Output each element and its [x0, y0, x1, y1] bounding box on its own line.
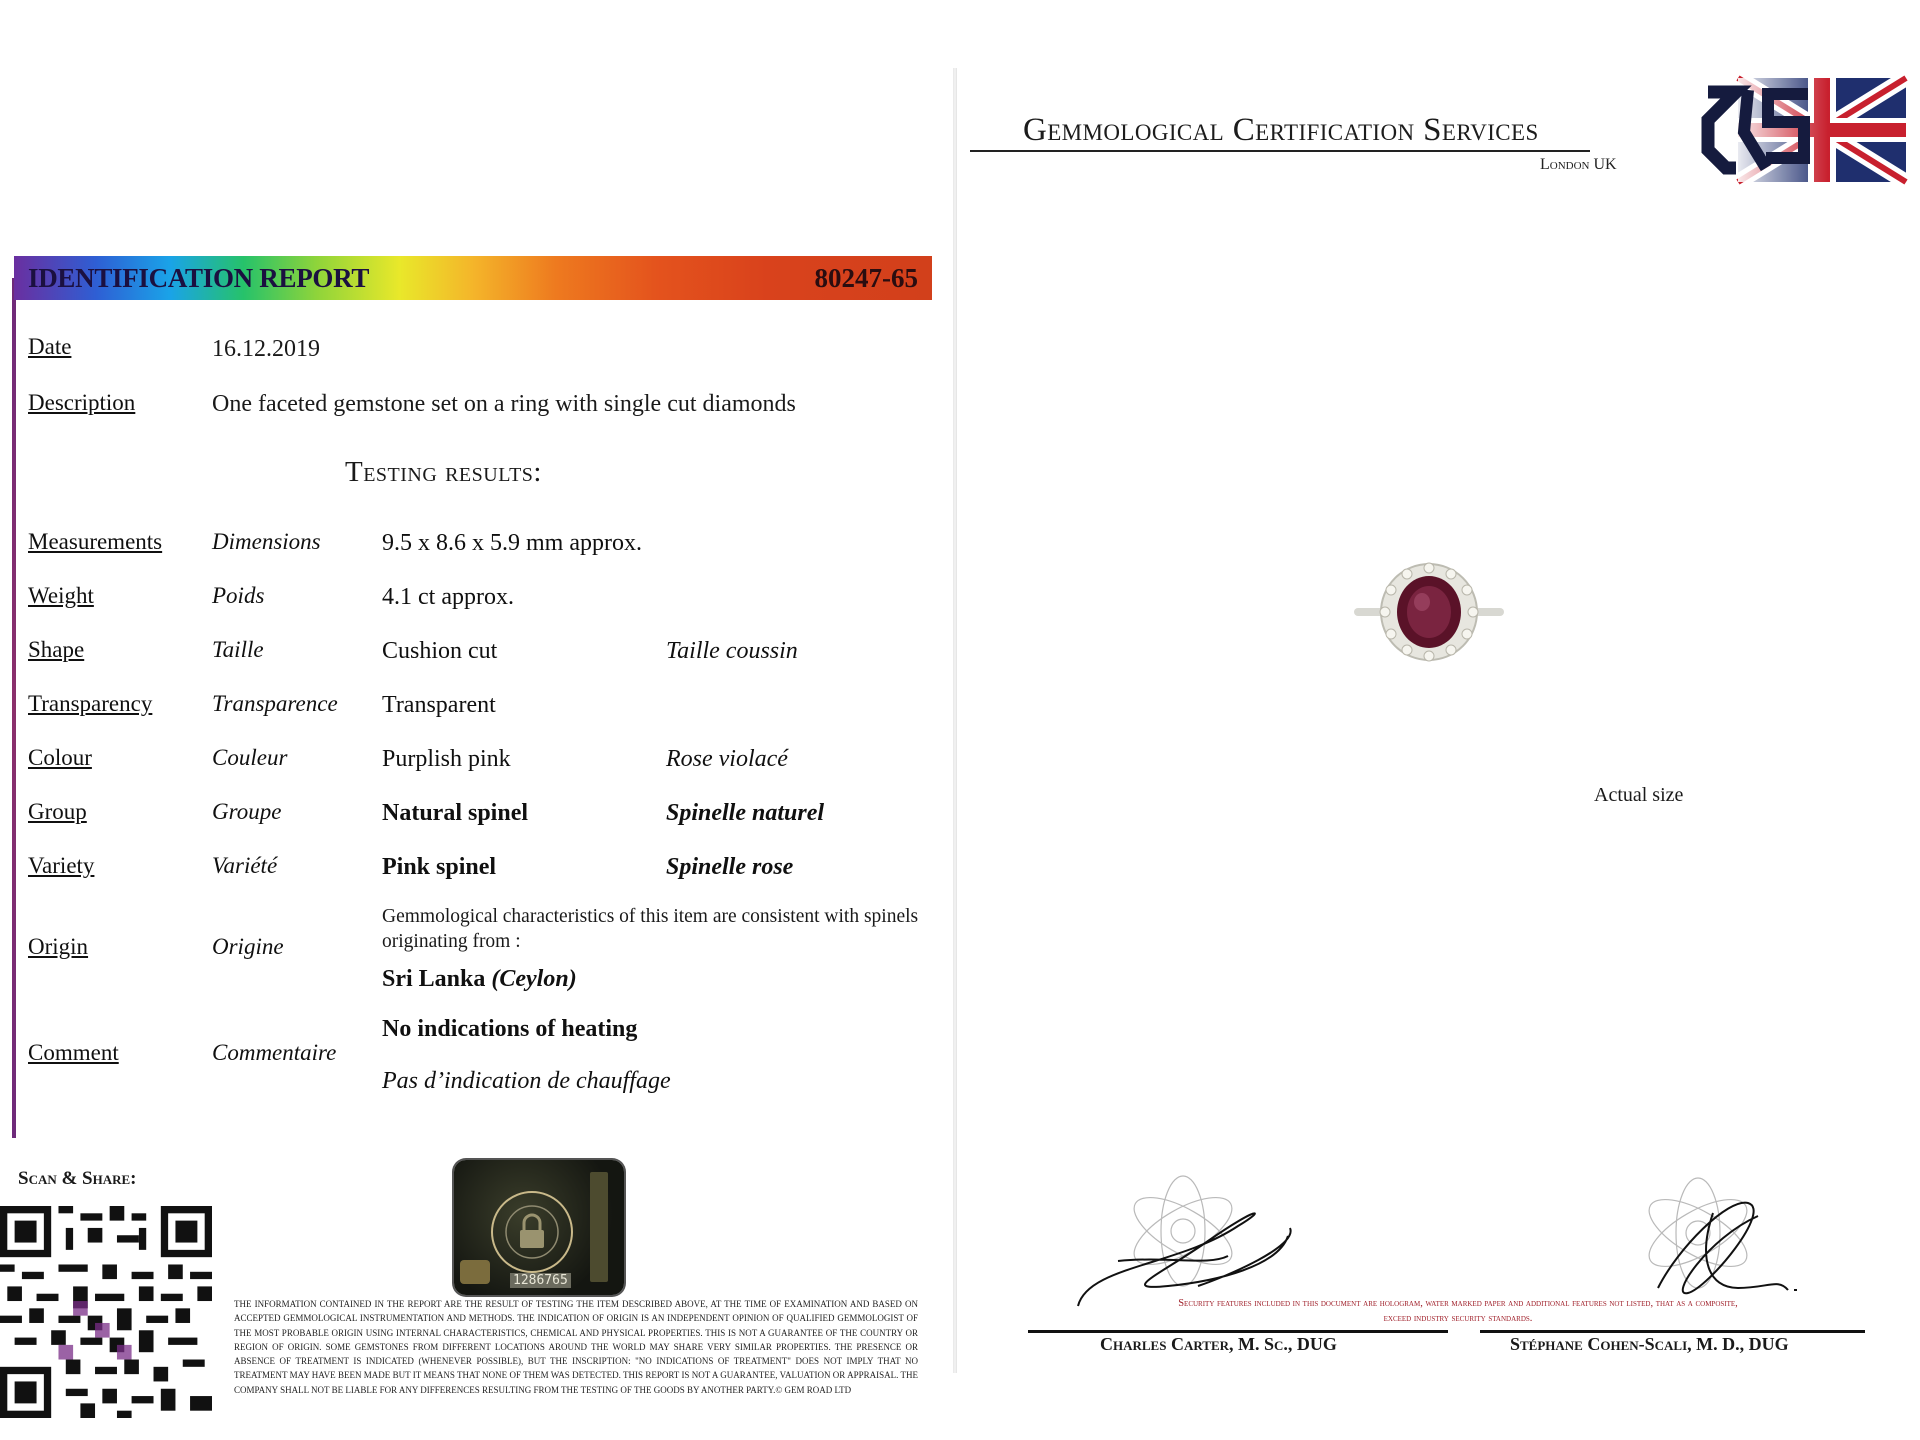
date-value: 16.12.2019	[212, 336, 320, 362]
origin-explanation: Gemmological characteristics of this item are consistent with spinels originating from :	[382, 906, 919, 952]
signature-line-1	[1028, 1330, 1448, 1333]
report-number: 80247-65	[814, 262, 918, 293]
security-note: Security features included in this document are hologram, water marked paper and additional features not listed, that as a composite, exceed industry security standards.	[1178, 1298, 1738, 1324]
ring-photo	[1354, 556, 1504, 676]
page-fold	[953, 68, 957, 1373]
actual-size-label: Actual size	[1594, 784, 1684, 806]
left-accent-rule	[12, 278, 16, 1138]
signatory-2-name: Stéphane Cohen-Scali, M. D., DUG	[1510, 1334, 1789, 1354]
report-banner	[14, 256, 932, 300]
organisation-name: Gemmological Certification Services	[1023, 112, 1539, 148]
origin-country: Sri Lanka (Ceylon)	[382, 966, 577, 992]
title-rule	[970, 150, 1590, 152]
gcs-logo-icon	[1648, 72, 1910, 187]
description-value: One faceted gemstone set on a ring with single cut diamonds	[212, 391, 796, 417]
report-page: IDENTIFICATION REPORT 80247-65 Date 16.12.2019 Description One faceted gemstone set on a ring with single cut diamonds Testing results: Measurements Dimensions 9.5 x 8.6 x 5.9 mm approx. Weight Poids 4.1 ct approx. Shape Taille Cushion cut Taille coussin Transparency Transparence Transparent Colour Couleur Purplish pink Rose violacé Group Groupe Natural spinel Spinelle naturel Variety Variété Pink spinel Spinelle rose Origin Origine Gemmological characteristics of this item are consistent with spinels originating from : Sri Lanka (Ceylon) Comment Commentaire No indications of heating Pas d’indication de chauffage Scan & Share: 1286765 THE INFORMATION CONTAINED IN THE REPORT ARE THE RESULT OF TESTING THE ITEM DESCRIBED ABOVE, AT THE TIME OF EXAMINATION AND BASED ON ACCEPTED GEMMOLOGICAL INSTRUMENTATION AND METHODS. THE INDICATION OF ORIGIN IS AN INDEPENDENT OPINION OF QUALIFIED GEMMOLOGIST OF THE MOST PROBABLE ORIGIN USING INTERNAL CHARACTERISTICS, CHEMICAL AND PHYSICAL PROPERTIES. THIS IS NOT A GUARANTEE OF THE COUNTRY OR REGION OF ORIGIN. SOME GEMSTONES FROM DIFFERENT LOCATIONS AROUND THE WORLD MAY SHARE VERY SIMILAR PROPERTIES. THE PRESENCE OR ABSENCE OF TREATMENT IS INDICATED (WHENEVER POSSIBLE), BUT THE INSCRIPTION: "NO INDICATIONS OF TREATMENT" DOES NOT IMPLY THAT NO TREATMENT MAY HAVE BEEN MADE BUT IT MEANS THAT NONE OF THEM WAS DETECTED. THIS REPORT IS NOT A GUARANTEE, VALUATION OR APPRAISAL. THE COMPANY SHALL NOT BE LIABLE FOR ANY DIFFERENCES RESULTING FROM THE TESTING OF THE GOODS BY ANOTHER PARTY.© GEM ROAD LTD	[0, 68, 952, 1373]
certificate-page	[958, 68, 1920, 1373]
description-label: Description	[28, 390, 136, 415]
signatory-1-name: Charles Carter, M. Sc., DUG	[1100, 1334, 1337, 1354]
hologram-number: 1286765	[510, 1273, 571, 1288]
date-label: Date	[28, 334, 72, 359]
signature-line-2	[1480, 1330, 1865, 1333]
testing-results-heading: Testing results:	[345, 456, 542, 488]
signature-cohen-scali	[1598, 1118, 1838, 1318]
signature-carter	[1058, 1116, 1308, 1316]
legal-disclaimer: THE INFORMATION CONTAINED IN THE REPORT ARE THE RESULT OF TESTING THE ITEM DESCRIBED ABOVE, AT THE TIME OF EXAMINATION AND BASED ON ACCEPTED GEMMOLOGICAL INSTRUMENTATION AND METHODS. THE INDICATION OF ORIGIN IS AN INDEPENDENT OPINION OF QUALIFIED GEMMOLOGIST OF THE MOST PROBABLE ORIGIN USING INTERNAL CHARACTERISTICS, CHEMICAL AND PHYSICAL PROPERTIES. THIS IS NOT A GUARANTEE OF THE COUNTRY OR REGION OF ORIGIN. SOME GEMSTONES FROM DIFFERENT LOCATIONS AROUND THE WORLD MAY SHARE VERY SIMILAR PROPERTIES. THE PRESENCE OR ABSENCE OF TREATMENT IS INDICATED (WHENEVER POSSIBLE), BUT THE INSCRIPTION: "NO INDICATIONS OF TREATMENT" DOES NOT IMPLY THAT NO TREATMENT MAY HAVE BEEN MADE BUT IT MEANS THAT NONE OF THEM WAS DETECTED. THIS REPORT IS NOT A GUARANTEE, VALUATION OR APPRAISAL. THE COMPANY SHALL NOT BE LIABLE FOR ANY DIFFERENCES RESULTING FROM THE TESTING OF THE GOODS BY ANOTHER PARTY.© GEM ROAD LTD	[234, 1299, 918, 1395]
organisation-location: London UK	[1540, 156, 1617, 173]
qr-code[interactable]	[0, 1206, 212, 1418]
scan-share-label: Scan & Share:	[18, 1168, 137, 1189]
report-title: IDENTIFICATION REPORT	[28, 262, 370, 293]
